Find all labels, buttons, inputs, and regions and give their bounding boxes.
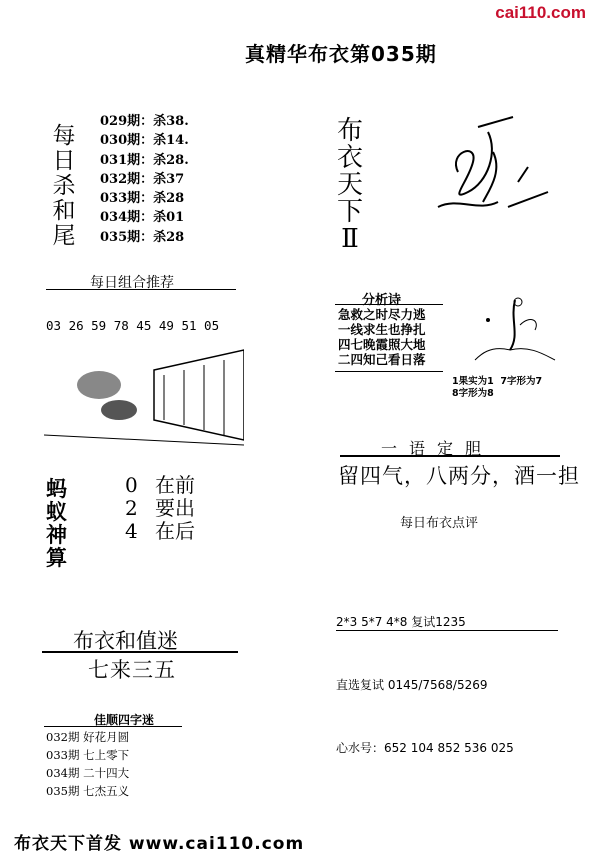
codes-divider	[336, 630, 558, 631]
label-char: 衣	[336, 143, 363, 173]
label-char: 尾	[52, 223, 76, 249]
four-word-rows	[46, 728, 129, 800]
combo-row: 03 26 59 78 45 49 51 05	[46, 318, 220, 333]
animal-sketch-image	[44, 340, 244, 448]
label-char: 布	[336, 116, 363, 146]
sum-riddle-answer: 七来三五	[88, 658, 176, 682]
daily-comment-title: 每日布衣点评	[400, 516, 479, 531]
kill-row: 029期：杀38.	[100, 114, 189, 129]
poem-line: 急救之时尽力逃	[338, 307, 426, 322]
four-word-row: 032期 好花月圆	[46, 730, 130, 744]
hint-row: 1果实为1 7字形为7	[452, 376, 543, 387]
mayi-num: 2	[125, 496, 138, 520]
mayi-num: 4	[125, 519, 138, 543]
combo-divider	[46, 289, 236, 290]
yiyu-text: 留四气，八两分，酒一担	[338, 464, 580, 488]
kill-row: 034期：杀01	[100, 210, 185, 226]
mayi-row	[125, 497, 195, 520]
daily-kill-label	[50, 124, 78, 249]
site-logo: cai110.com	[495, 3, 586, 22]
calligraphy-sketch-image	[418, 112, 568, 222]
mayi-row	[125, 520, 195, 543]
combo-title: 每日组合推荐	[90, 275, 174, 291]
poem-lines	[338, 307, 426, 367]
label-char: 日	[52, 148, 76, 174]
footer-text: 布衣天下首发 www.cai110.com	[14, 834, 305, 854]
code-rows	[336, 570, 514, 780]
mayi-text: 要出	[155, 496, 195, 520]
poem-line: 四七晚霞照大地	[338, 337, 426, 352]
code-row: 心水号：652 104 852 536 025	[336, 741, 514, 755]
yiyu-divider	[340, 455, 560, 457]
mayi-text: 在前	[155, 473, 195, 497]
page-title: 真精华布衣第035期	[245, 42, 437, 66]
label-char: 天	[336, 170, 363, 200]
poem-line: 二四知己看日落	[338, 352, 426, 367]
mayi-text: 在后	[155, 519, 195, 543]
hint-row: 8字形为8	[452, 388, 494, 399]
code-row: 2*3 5*7 4*8 复试1235	[336, 615, 466, 629]
label-char: 和	[52, 198, 76, 224]
kill-row: 035期：杀28	[100, 229, 185, 245]
sum-riddle-title: 布衣和值迷	[73, 629, 178, 653]
sum-riddle-divider	[42, 651, 238, 653]
kill-row: 031期：杀28.	[100, 152, 189, 168]
kill-row: 032期：杀37	[100, 171, 185, 187]
label-char: 杀	[52, 173, 76, 199]
four-word-row: 034期 二十四大	[46, 766, 130, 780]
hints	[452, 376, 542, 400]
flower-sketch-image	[470, 290, 560, 370]
label-char: 神	[46, 523, 67, 547]
kill-row: 033期：杀28	[100, 191, 185, 207]
kill-row: 030期：杀14.	[100, 133, 189, 149]
label-char: Ⅱ	[341, 224, 359, 254]
label-char: 蚂	[46, 477, 67, 501]
poem-title: 分析诗	[362, 293, 402, 308]
label-char: 蚁	[46, 500, 67, 524]
four-word-row: 035期 七杰五义	[46, 784, 130, 798]
label-char: 下	[336, 197, 363, 227]
four-word-title: 佳顺四字迷	[94, 713, 155, 727]
buyi-tianxia-label	[333, 118, 367, 253]
mayi-num: 0	[125, 473, 138, 497]
label-char: 每	[52, 123, 76, 149]
yiyu-title: 一语定胆	[381, 439, 494, 458]
daily-kill-list	[100, 112, 189, 247]
mayi-row	[125, 474, 195, 497]
poem-line: 一线求生也挣扎	[338, 322, 426, 337]
code-row: 直选复试 0145/7568/5269	[336, 678, 488, 692]
four-word-row: 033期 七上零下	[46, 748, 130, 762]
four-word-divider	[44, 726, 182, 727]
label-char: 算	[46, 546, 67, 570]
mayi-rows	[125, 474, 195, 543]
mayi-label	[46, 478, 70, 570]
